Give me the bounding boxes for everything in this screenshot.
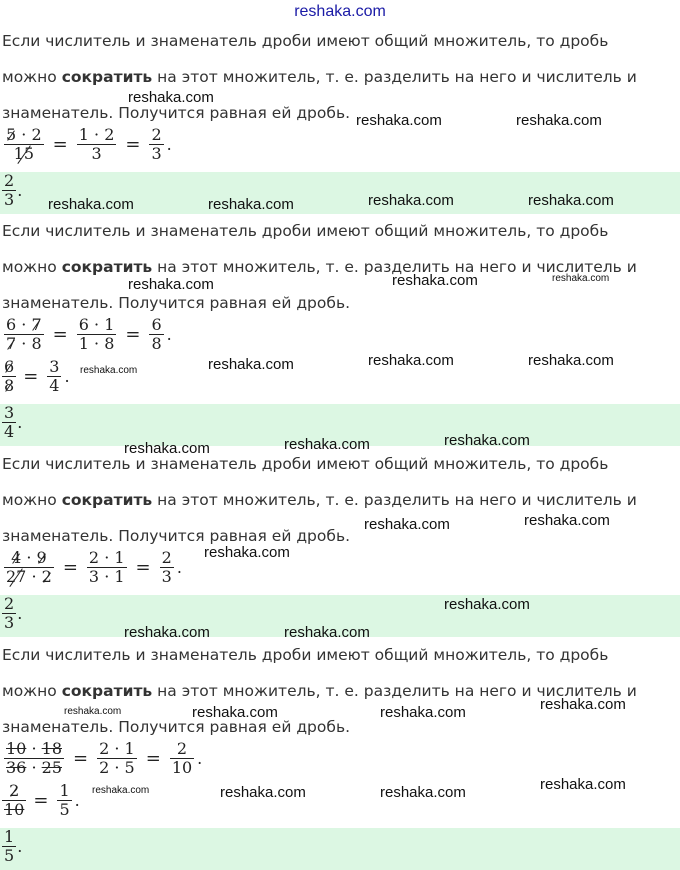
watermark: reshaka.com — [392, 272, 478, 289]
watermark: reshaka.com — [524, 512, 610, 529]
watermark: reshaka.com — [540, 696, 626, 713]
watermark: reshaka.com — [364, 516, 450, 533]
original-fraction: $\frac{10 \cdot 18}{36 \cdot 25}$ — [6, 739, 62, 777]
reduction-expression: $\frac{5 \cdot 2}{15}$ = $\frac{1 \cdot 2}{3}$ = $\frac{2}{3}$ . — [6, 125, 172, 163]
watermark: reshaka.com — [284, 624, 370, 641]
intermediate-fraction: $\frac{1 \cdot 2}{3}$ — [78, 125, 115, 163]
site-header-link[interactable]: reshaka.com — [294, 3, 386, 20]
rule-text-line-1: Если числитель и знаменатель дроби имеют общий множитель, то дробь — [2, 32, 609, 50]
rule-text-line-2: можно сократить на этот множитель, т. е. разделить на него и числитель и — [2, 68, 637, 86]
rule-text-line-1: Если числитель и знаменатель дроби имеют общий множитель, то дробь — [2, 222, 609, 240]
keyword-reduce: сократить — [61, 491, 153, 509]
answer-fraction: $\frac{2}{3}$ . — [4, 594, 23, 632]
simplification-step: $\frac{6}{8}$ = $\frac{3}{4}$ . — [4, 357, 70, 395]
watermark: reshaka.com — [528, 352, 614, 369]
rule-text-line-3: знаменатель. Получится равная ей дробь. — [2, 294, 351, 312]
rule-text-line-2: можно сократить на этот множитель, т. е. разделить на него и числитель и — [2, 491, 637, 509]
rule-text-line-1: Если числитель и знаменатель дроби имеют общий множитель, то дробь — [2, 455, 609, 473]
watermark: reshaka.com — [124, 624, 210, 641]
watermark: reshaka.com — [444, 596, 530, 613]
result-fraction: $\frac{2}{3}$ — [161, 548, 172, 586]
watermark: reshaka.com — [208, 196, 294, 213]
watermark: reshaka.com — [528, 192, 614, 209]
watermark: reshaka.com — [356, 112, 442, 129]
rule-text-line-2: можно сократить на этот множитель, т. е. разделить на него и числитель и — [2, 258, 637, 276]
keyword-reduce: сократить — [61, 258, 153, 276]
answer-fraction: $\frac{2}{3}$ . — [4, 171, 23, 209]
watermark: reshaka.com — [208, 356, 294, 373]
result-fraction: $\frac{6}{8}$ — [151, 315, 162, 353]
reduction-expression: $\frac{10 \cdot 18}{36 \cdot 25}$ = $\frac{2 \cdot 1}{2 \cdot 5}$ = $\frac{2}{10}$ . — [6, 739, 203, 777]
answer-fraction: $\frac{1}{5}$ . — [4, 827, 23, 865]
rule-text-line-3: знаменатель. Получится равная ей дробь. — [2, 718, 351, 736]
intermediate-fraction: $\frac{6 \cdot 1}{1 \cdot 8}$ — [78, 315, 115, 353]
rule-text-line-1: Если числитель и знаменатель дроби имеют общий множитель, то дробь — [2, 646, 609, 664]
watermark: reshaka.com — [204, 544, 290, 561]
watermark: reshaka.com — [380, 784, 466, 801]
answer-box — [0, 828, 680, 870]
simplification-step: $\frac{2}{10}$ = $\frac{1}{5}$ . — [4, 781, 80, 819]
original-fraction: $\frac{5 \cdot 2}{15}$ — [6, 125, 42, 163]
watermark: reshaka.com — [64, 706, 122, 717]
step-result-fraction: $\frac{3}{4}$ — [49, 357, 60, 395]
watermark: reshaka.com — [92, 785, 150, 796]
watermark: reshaka.com — [128, 89, 214, 106]
watermark: reshaka.com — [80, 365, 138, 376]
reduction-expression: $\frac{6 \cdot 7}{7 \cdot 8}$ = $\frac{6 \cdot 1}{1 \cdot 8}$ = $\frac{6}{8}$ . — [6, 315, 172, 353]
watermark: reshaka.com — [192, 704, 278, 721]
step-fraction: $\frac{2}{10}$ — [4, 781, 25, 819]
watermark: reshaka.com — [128, 276, 214, 293]
keyword-reduce: сократить — [61, 682, 153, 700]
watermark: reshaka.com — [552, 273, 610, 284]
watermark: reshaka.com — [444, 432, 530, 449]
intermediate-fraction: $\frac{2 \cdot 1}{3 \cdot 1}$ — [88, 548, 125, 586]
rule-text-line-3: знаменатель. Получится равная ей дробь. — [2, 104, 351, 122]
original-fraction: $\frac{4 \cdot 9}{27 \cdot 2}$ — [6, 548, 52, 586]
watermark: reshaka.com — [124, 440, 210, 457]
watermark: reshaka.com — [516, 112, 602, 129]
original-fraction: $\frac{6 \cdot 7}{7 \cdot 8}$ — [6, 315, 42, 353]
intermediate-fraction: $\frac{2 \cdot 1}{2 \cdot 5}$ — [99, 739, 135, 777]
keyword-reduce: сократить — [61, 68, 153, 86]
watermark: reshaka.com — [380, 704, 466, 721]
watermark: reshaka.com — [368, 352, 454, 369]
watermark: reshaka.com — [48, 196, 134, 213]
watermark: reshaka.com — [284, 436, 370, 453]
step-result-fraction: $\frac{1}{5}$ — [59, 781, 70, 819]
result-fraction: $\frac{2}{3}$ — [151, 125, 162, 163]
rule-text-line-3: знаменатель. Получится равная ей дробь. — [2, 527, 351, 545]
answer-fraction: $\frac{3}{4}$ . — [4, 403, 23, 441]
rule-text-line-2: можно сократить на этот множитель, т. е. разделить на него и числитель и — [2, 682, 637, 700]
result-fraction: $\frac{2}{10}$ — [171, 739, 193, 777]
watermark: reshaka.com — [220, 784, 306, 801]
step-fraction: $\frac{6}{8}$ — [4, 357, 15, 395]
reduction-expression: $\frac{4 \cdot 9}{27 \cdot 2}$ = $\frac{2 \cdot 1}{3 \cdot 1}$ = $\frac{2}{3}$ . — [6, 548, 182, 586]
watermark: reshaka.com — [368, 192, 454, 209]
watermark: reshaka.com — [540, 776, 626, 793]
